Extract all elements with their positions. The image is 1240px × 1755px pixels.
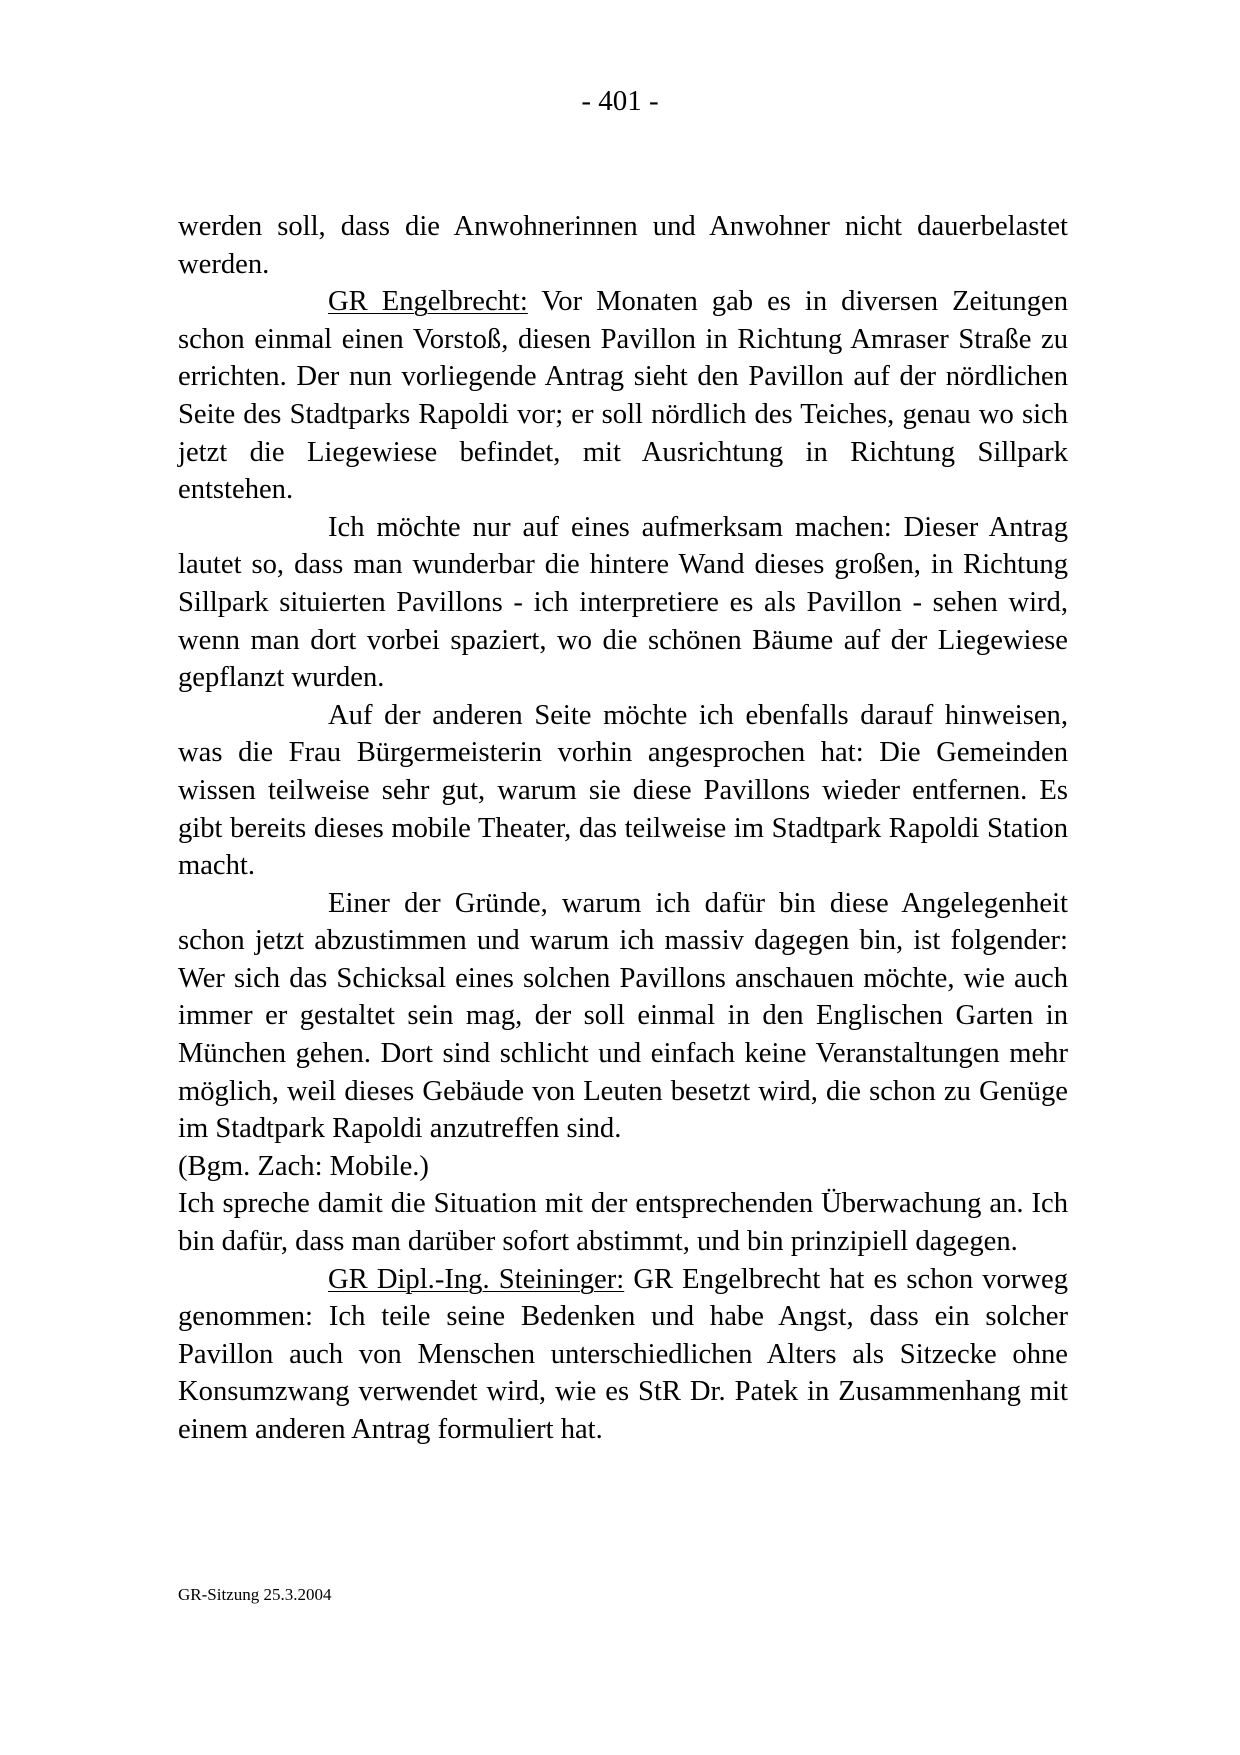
speaker-name: GR Dipl.-Ing. Steininger: bbox=[328, 1263, 625, 1295]
paragraph-body: GR Engelbrecht hat es schon vorweg genommen: Ich teile seine Bedenken und habe Angst, dass ein solcher Pavillon auch von Menschen unterschiedlichen Alters als Sitzecke ohne Konsumzwang verwendet wird, wie es StR Dr. Patek in Zusammenhang mit einem anderen Antrag formuliert hat. bbox=[178, 1263, 1069, 1445]
protocol-text bbox=[178, 208, 1068, 1449]
footer-session-date: GR-Sitzung 25.3.2004 bbox=[178, 1585, 332, 1604]
paragraph-interjection: (Bgm. Zach: Mobile.) bbox=[178, 1150, 429, 1182]
paragraph-body: Vor Monaten gab es in diversen Zeitungen schon einmal einen Vorstoß, diesen Pavillon in Richtung Amraser Straße zu errichten. Der nun vorliegende Antrag sieht den Pavillon auf der nördlichen Seite des Stadtparks Rapoldi vor; er soll nördlich des Teiches, genau wo sich jetzt die Liegewiese befindet, mit Ausrichtung in Richtung Sillpark entstehen. bbox=[178, 286, 1068, 506]
paragraph-engelbrecht bbox=[178, 283, 1068, 509]
paragraph-gemeinden: Auf der anderen Seite möchte ich ebenfalls darauf hinweisen, was die Frau Bürgermeisterin vorhin angesprochen hat: Die Gemeinden wissen teilweise sehr gut, warum sie diese Pavillons wieder entfernen. Es gibt bereits dieses mobile Theater, das teilweise im Stadtpark Rapoldi Station macht. bbox=[178, 699, 1068, 882]
speaker-name: GR Engelbrecht: bbox=[328, 286, 528, 318]
paragraph-gruende: Einer der Gründe, warum ich dafür bin diese Angelegenheit schon jetzt abzustimmen und warum ich massiv dagegen bin, ist folgender: Wer sich das Schicksal eines solchen Pavillons anschauen möchte, wie auch immer er gestaltet sein mag, der soll einmal in den Englischen Garten in München gehen. Dort sind schlicht und einfach keine Veranstaltungen mehr möglich, weil dieses Gebäude von Leuten besetzt wird, die schon zu Genüge im Stadtpark Rapoldi anzutreffen sind. bbox=[178, 887, 1068, 1145]
paragraph-antrag: Ich möchte nur auf eines aufmerksam machen: Dieser Antrag lautet so, dass man wunderbar die hintere Wand dieses großen, in Richtung Sillpark situierten Pavillons - ich interpretiere es als Pavillon - sehen wird, wenn man dort vorbei spaziert, wo die schönen Bäume auf der Liegewiese gepflanzt wurden. bbox=[178, 511, 1068, 694]
paragraph-steininger bbox=[178, 1261, 1068, 1449]
paragraph-ueberwachung: Ich spreche damit die Situation mit der entsprechenden Überwachung an. Ich bin dafür, dass man darüber sofort abstimmt, und bin prinzipiell dagegen. bbox=[178, 1188, 1068, 1258]
paragraph-continuation: werden soll, dass die Anwohnerinnen und Anwohner nicht dauerbelastet werden. bbox=[178, 211, 1068, 280]
page-number: - 401 - bbox=[581, 85, 659, 117]
